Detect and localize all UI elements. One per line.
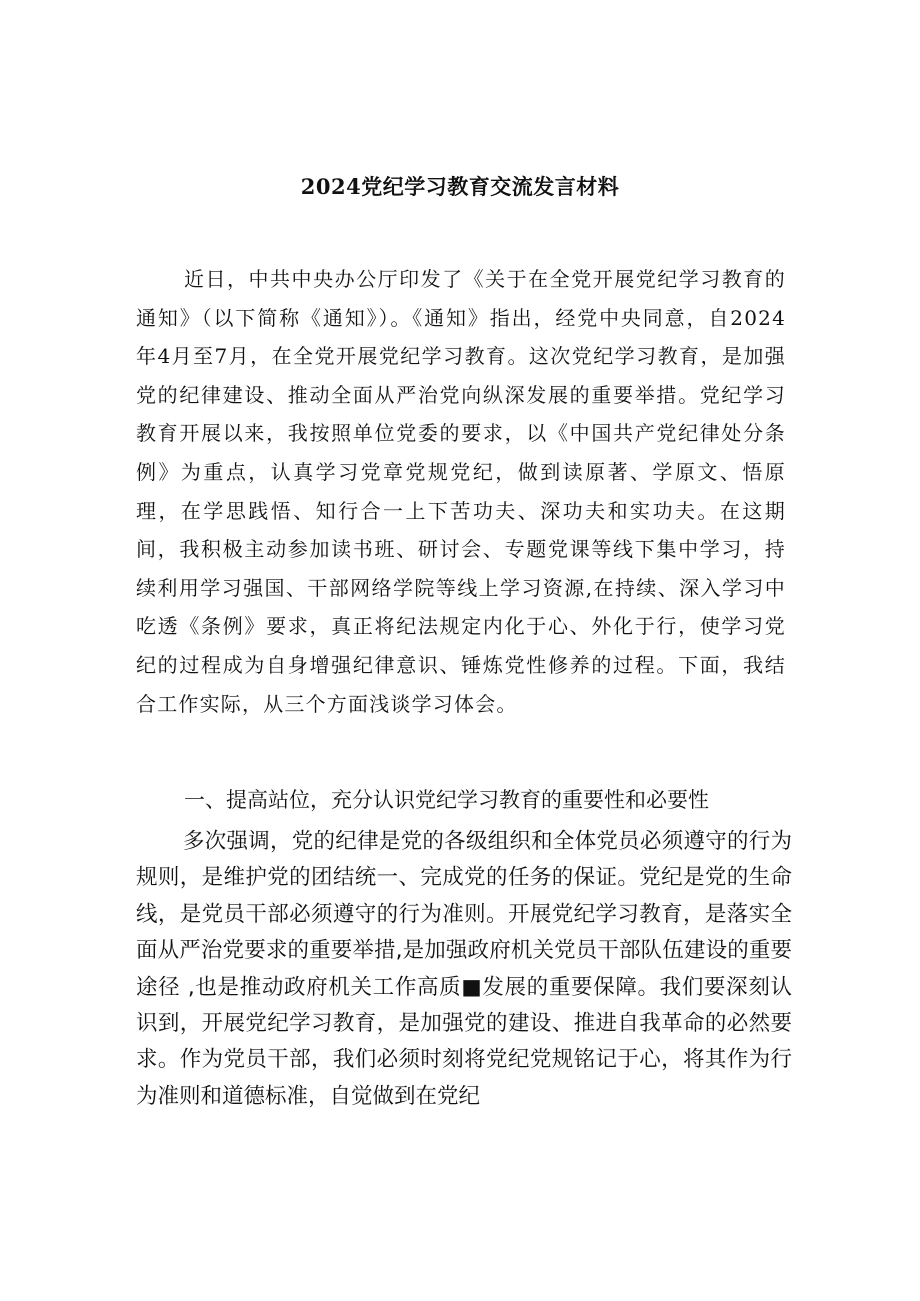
document-title: 2024党纪学习教育交流发言材料 — [300, 174, 620, 199]
section-paragraph: 多次强调，党的纪律是党的各级组织和全体党员必须遵守的行为规则，是维护党的团结统一、完成党的任务的保证。党纪是党的生命线，是党员干部必须遵守的行为准则。开展党纪学习教育，是落实全面从严治党要求的重要举措,是加强政府机关党员干部队伍建设的重要途径 ,也是推动政府机关工作高质■发展的重要保障。我们要深刻认识到，开展党纪学习教育，是加强党的建设、推进自我革命的必然要求。作为党员干部，我们必须时刻将党纪党规铭记于心，将其作为行为准则和道德标准，自觉做到在党纪 — [136, 829, 792, 1109]
section-heading: 一、提高站位，充分认识党纪学习教育的重要性和必要性 — [184, 788, 709, 812]
intro-paragraph: 近日，中共中央办公厅印发了《关于在全党开展党纪学习教育的通知》（以下简称《通知》）。《通知》指出，经党中央同意，自2024年4月至7月，在全党开展党纪学习教育。这次党纪学习教育，是加强党的纪律建设、推动全面从严治党向纵深发展的重要举措。党纪学习教育开展以来，我按照单位党委的要求，以《中国共产党纪律处分条例》为重点，认真学习党章党规党纪，做到读原著、学原文、悟原理，在学思践悟、知行合一上下苦功夫、深功夫和实功夫。在这期间，我积极主动参加读书班、研讨会、专题党课等线下集中学习，持续利用学习强国、干部网络学院等线上学习资源,在持续、深入学习中吃透《条例》要求，真正将纪法规定内化于心、外化于行，使学习党纪的过程成为自身增强纪律意识、锤炼党性修养的过程。下面，我结合工作实际，从三个方面浅谈学习体会。 — [136, 267, 786, 716]
